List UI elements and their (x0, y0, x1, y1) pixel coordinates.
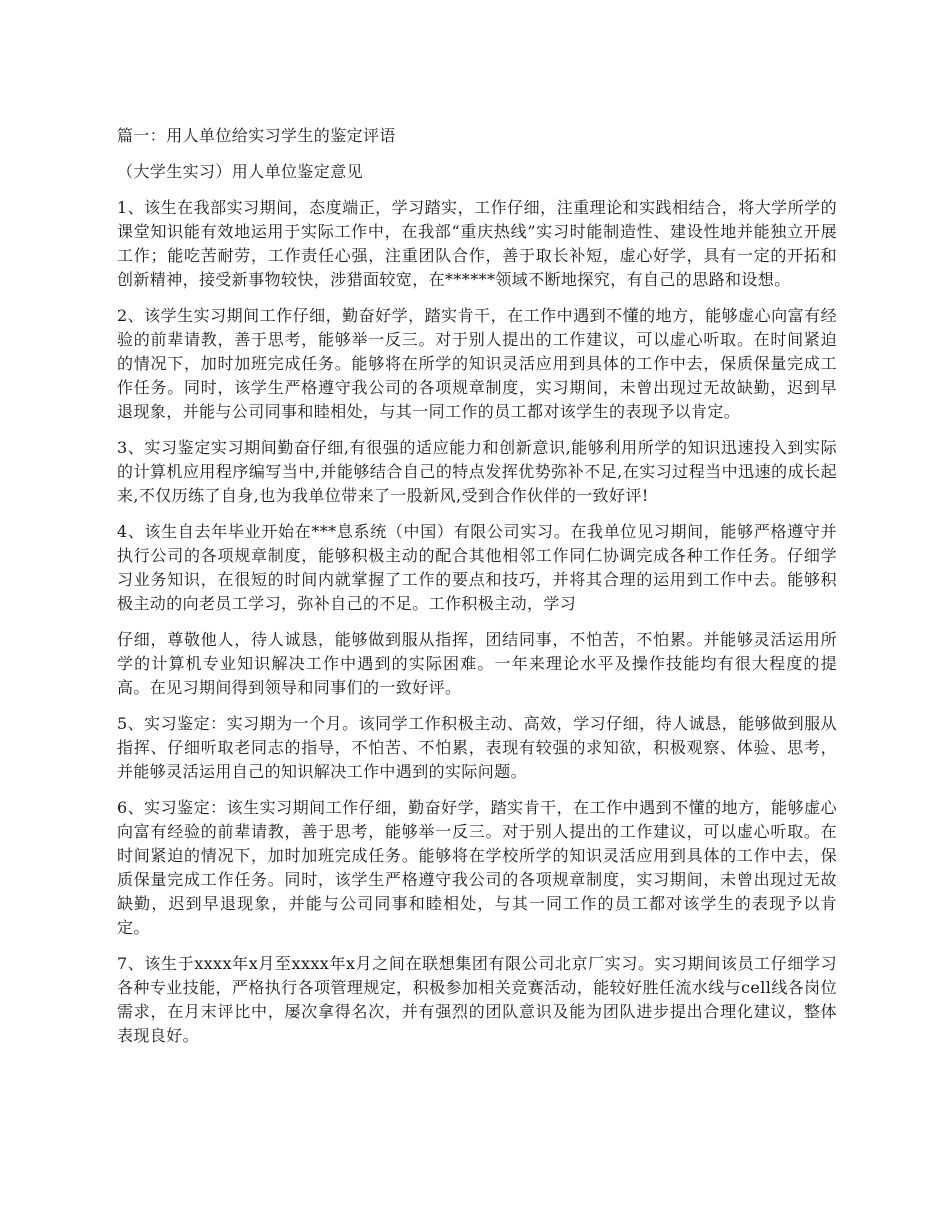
document-title: 篇一：用人单位给实习学生的鉴定评语 (117, 126, 396, 145)
paragraph-4-continued: 仔细，尊敬他人，待人诚恳，能够做到服从指挥，团结同事，不怕苦，不怕累。并能够灵活运用所学的计算机专业知识解决工作中遇到的实际困难。一年来理论水平及操作技能均有很大程度的提高。在见习期间得到领导和同事们的一致好评。 (117, 630, 837, 697)
paragraph-6: 6、实习鉴定：该生实习期间工作仔细，勤奋好学，踏实肯干，在工作中遇到不懂的地方，能够虚心向富有经验的前辈请教，善于思考，能够举一反三。对于别人提出的工作建议，可以虚心听取。在时间紧迫的情况下，加时加班完成任务。能够将在学校所学的知识灵活应用到具体的工作中去，保质保量完成工作任务。同时，该学生严格遵守我公司的各项规章制度，实习期间，未曾出现过无故缺勤，迟到早退现象，并能与公司同事和睦相处，与其一同工作的员工都对该学生的表现予以肯定。 (117, 798, 837, 937)
document-subtitle: （大学生实习）用人单位鉴定意见 (117, 162, 364, 181)
paragraph-3: 3、实习鉴定实习期间勤奋仔细,有很强的适应能力和创新意识,能够利用所学的知识迅速投入到实际的计算机应用程序编写当中,并能够结合自己的特点发挥优势弥补不足,在实习过程当中迅速的成长起来,不仅历练了自身,也为我单位带来了一股新风,受到合作伙伴的一致好评! (117, 438, 837, 505)
paragraph-1: 1、该生在我部实习期间，态度端正，学习踏实，工作仔细，注重理论和实践相结合，将大学所学的课堂知识能有效地运用于实际工作中，在我部“重庆热线”实习时能制造性、建设性地并能独立开展工作；能吃苦耐劳，工作责任心强，注重团队合作，善于取长补短，虚心好学，具有一定的开拓和创新精神，接受新事物较快，涉猎面较宽，在******领域不断地探究，有自己的思路和设想。 (117, 198, 837, 289)
document-body (117, 124, 837, 1060)
paragraph-7: 7、该生于xxxx年x月至xxxx年x月之间在联想集团有限公司北京厂实习。实习期间该员工仔细学习各种专业技能，严格执行各项管理规定，积极参加相关竞赛活动，能较好胜任流水线与cell线各岗位需求，在月末评比中，屡次拿得名次，并有强烈的团队意识及能为团队进步提出合理化建议，整体表现良好。 (117, 954, 837, 1045)
paragraph-4: 4、该生自去年毕业开始在***息系统（中国）有限公司实习。在我单位见习期间，能够严格遵守并执行公司的各项规章制度，能够积极主动的配合其他相邻工作同仁协调完成各种工作任务。仔细学习业务知识，在很短的时间内就掌握了工作的要点和技巧，并将其合理的运用到工作中去。能够积极主动的向老员工学习，弥补自己的不足。工作积极主动，学习 (117, 522, 837, 613)
paragraph-2: 2、该学生实习期间工作仔细，勤奋好学，踏实肯干，在工作中遇到不懂的地方，能够虚心向富有经验的前辈请教，善于思考，能够举一反三。对于别人提出的工作建议，可以虚心听取。在时间紧迫的情况下，加时加班完成任务。能够将在所学的知识灵活应用到具体的工作中去，保质保量完成工作任务。同时，该学生严格遵守我公司的各项规章制度，实习期间，未曾出现过无故缺勤，迟到早退现象，并能与公司同事和睦相处，与其一同工作的员工都对该学生的表现予以肯定。 (117, 306, 837, 421)
paragraph-5: 5、实习鉴定：实习期为一个月。该同学工作积极主动、高效，学习仔细，待人诚恳，能够做到服从指挥、仔细听取老同志的指导，不怕苦、不怕累，表现有较强的求知欲，积极观察、体验、思考，并能够灵活运用自己的知识解决工作中遇到的实际问题。 (117, 714, 837, 781)
